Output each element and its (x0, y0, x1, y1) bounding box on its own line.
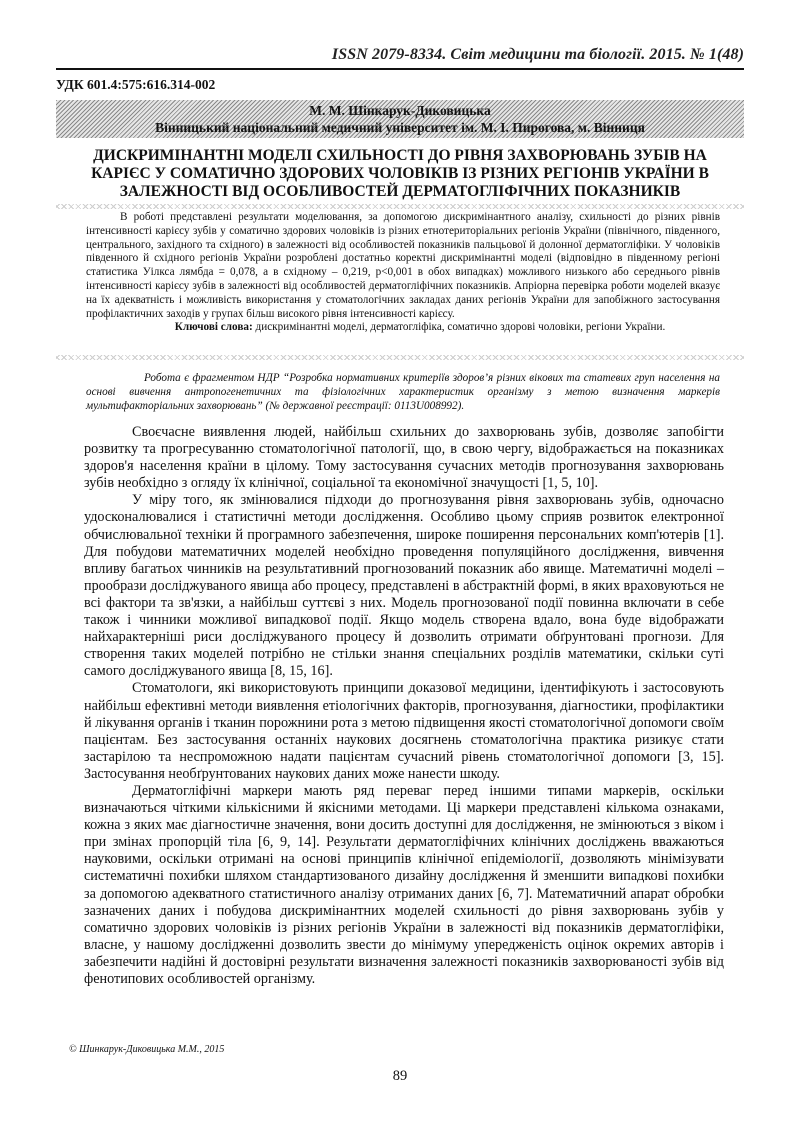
keywords-label: Ключові слова: (174, 321, 253, 334)
grant-note (86, 372, 720, 413)
abstract (86, 211, 720, 335)
abstract-top-border (56, 204, 744, 209)
body-paragraph: У міру того, як змінювалися підходи до прогнозування рівня захворювань зубів, одночасно удосконалювалися і статистичні методи дослідження. Особливо цьому сприяв розвиток електронної обчислювальної техніки й програмного забезпечення, широке поширення персональних комп'ютерів [1]. Для побудови математичних моделей необхідно проведення популяційного дослідження, вивчення впливу багатьох чинників на результативний прогнозований показник або явище. Математичні моделі – прообрази досліджуваного явища або процесу, представлені в абстрактній формі, в яких враховуються не всі фактори та зв'язки, а найбільш суттєві з них. Модель прогнозованої події повинна включати в себе також і чинники можливої випадкової події. Якщо модель створена вдало, вона буде відображати найхарактерніші риси досліджуваного процесу й дозволить отримати обґрунтовані прогнози. Для створення таких моделей потрібно не стільки знання спеціальних розділів математики, скільки суті самого досліджуваного явища [8, 15, 16]. (84, 492, 724, 680)
page-number: 89 (392, 1068, 408, 1084)
abstract-bottom-border (56, 355, 744, 360)
body-paragraph: Стоматологи, які використовують принципи доказової медицини, ідентифікують і застосовують найбільш ефективні методи виявлення етіологічних факторів, прогнозування, діагностики, профілактики й лікування органів і тканин порожнини рота з метою підвищення якості стоматологічної допомоги своїм пацієнтам. Без застосування останніх наукових досягнень стоматологічна практика ризикує стати застарілою та неспроможною надати пацієнтам сучасний рівень стоматологічної допомоги [3, 15]. Застосування необґрунтованих наукових даних може нанести шкоду. (84, 680, 724, 782)
keywords (86, 321, 720, 335)
udc-code: УДК 601.4:575:616.314-002 (56, 77, 216, 92)
article-body (84, 424, 724, 988)
title-line: ДИСКРИМІНАНТНІ МОДЕЛІ СХИЛЬНОСТІ ДО РІВНЯ ЗАХВОРЮВАНЬ ЗУБІВ НА (93, 147, 707, 164)
abstract-text: В роботі представлені результати моделювання, за допомогою дискримінантного аналізу, схильності до різних рівнів інтенсивності карієсу зубів у соматично здорових чоловіків із різних етнотериторіальних регіонів України (північного, південного, центрального, західного та східного) в залежності від особливостей показників пальцьової й долонної дерматогліфіки. У чоловіків південного й східного регіонів України розроблені достатньо коректні дискримінантні моделі (відповідно в південному регіоні статистика Уілкса лямбда = 0,078, а в східному – 0,219, p<0,001 в обох випадках) можливого низького або середнього рівнів інтенсивності карієсу зубів в залежності від особливостей дерматогліфічних показників. Апріорна перевірка роботи моделей вказує на їх адекватність і можливість використання у стоматологічних закладах даних регіонів України для запобіжного застосування профілактичних заходів у групах більш високого рівня інтенсивності карієсу. (86, 211, 720, 320)
body-paragraph: Своєчасне виявлення людей, найбільш схильних до захворювань зубів, дозволяє запобігти розвитку та прогресуванню стоматологічної патології, що, в свою чергу, відображається на показниках здоров'я населення країни в цілому. Тому застосування сучасних методів прогнозування захворювань зубів необхідно з огляду їх клінічної, соціальної та економічної значущості [1, 5, 10]. (84, 424, 724, 492)
keywords-list: дискримінантні моделі, дерматогліфіка, соматично здорові чоловіки, регіони України. (255, 321, 666, 334)
author-name: М. М. Шінкарук-Диковицька (309, 103, 491, 118)
author-affiliation: Вінницький національний медичний університет ім. М. І. Пирогова, м. Вінниця (155, 120, 645, 135)
title-line: ЗАЛЕЖНОСТІ ВІД ОСОБЛИВОСТЕЙ ДЕРМАТОГЛІФІЧНИХ ПОКАЗНИКІВ (119, 183, 681, 200)
running-head: ISSN 2079-8334. Світ медицини та біології. 2015. № 1(48) (331, 46, 744, 63)
copyright-notice: © Шинкарук-Диковицька М.М., 2015 (69, 1044, 225, 1055)
grant-note-text: Робота є фрагментом НДР “Розробка нормативних критеріїв здоров’я різних вікових та статевих груп населення на основі вивчення антропогенетичних та фізіологічних характеристик організму з метою визначення маркерів мультифакторіальних захворювань” (№ державної реєстрації: 0113U008992). (86, 372, 720, 412)
article-title (56, 147, 744, 201)
title-line: КАРІЄС У СОМАТИЧНО ЗДОРОВИХ ЧОЛОВІКІВ ІЗ РІЗНИХ РЕГІОНІВ УКРАЇНИ В (91, 165, 709, 182)
body-paragraph: Дерматогліфічні маркери мають ряд переваг перед іншими типами маркерів, оскільки визначаються чіткими кількісними й якісними методами. Ці маркери представлені кількома ознаками, кожна з яких має діагностичне значення, вони досить доступні для дослідження, не змінюються з віком і при змінах пропорцій тіла [6, 9, 14]. Результати дерматогліфічних клінічних досліджень вважаються науковими, оскільки отримані на основі принципів клінічної епідеміології, дозволяють мінімізувати систематичні похибки шляхом стандартизованого дизайну дослідження й зменшити випадкові похибки за допомогою адекватного статистичного аналізу отриманих даних [6, 7]. Математичний апарат обробки зазначених даних і побудова дискримінантних моделей схильності до рівня захворювань зубів у соматично здорових чоловіків із різних регіонів України в залежності від показників дерматогліфіки, власне, у нашому дослідженні дозволить звести до мінімуму упередженість оцінок окремих авторів і забезпечити надійні й достовірні результати визначення залежності показників захворюваності зубів від фенотипових особливостей організму. (84, 782, 724, 987)
author-band (56, 100, 744, 138)
header-rule (56, 68, 744, 70)
